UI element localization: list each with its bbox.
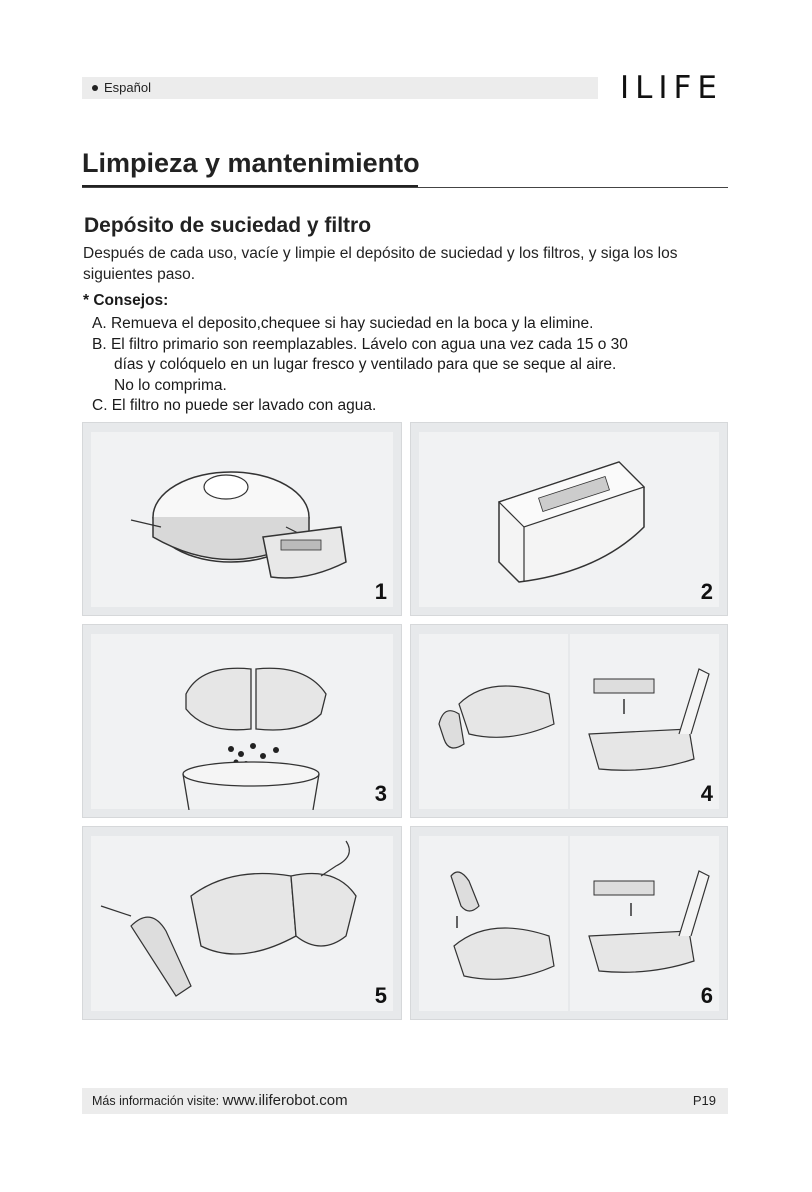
step-number: 3 — [374, 781, 387, 806]
page-number: P19 — [692, 1093, 716, 1108]
step-4-panel — [410, 624, 728, 818]
title-rule — [82, 187, 728, 188]
section-title: Limpieza y mantenimiento — [82, 148, 420, 178]
step-1-panel — [82, 422, 402, 616]
brand-logo: ILIFE — [620, 70, 723, 106]
step-number: 5 — [374, 983, 387, 1008]
language-label: Español — [104, 80, 151, 95]
robot-remove-bin-illustration — [91, 432, 393, 608]
step-3-panel — [82, 624, 402, 818]
bullet-icon — [92, 85, 98, 91]
step-6-panel — [410, 826, 728, 1020]
step-5-panel — [82, 826, 402, 1020]
step-number: 4 — [700, 781, 713, 806]
step-2-panel — [410, 422, 728, 616]
step-number: 2 — [700, 579, 713, 604]
step-number: 1 — [374, 579, 387, 604]
tip-c: C. El filtro no puede ser lavado con agua. — [92, 397, 377, 414]
subsection-title: Depósito de suciedad y filtro — [84, 214, 372, 237]
footer-label: Más información visite: — [92, 1094, 220, 1108]
footer-bar — [82, 1088, 728, 1114]
reinstall-filter-illustration — [419, 836, 719, 1012]
intro-text: Después de cada uso, vacíe y limpie el depósito de suciedad y los filtros, y siga los los siguientes paso. — [83, 245, 678, 283]
empty-bin-illustration — [91, 634, 393, 810]
language-bar — [82, 77, 598, 99]
tips-heading: * Consejos: — [83, 292, 169, 309]
clean-bin-illustration — [91, 836, 393, 1012]
website-link[interactable]: www.iliferobot.com — [222, 1092, 348, 1109]
tip-b-line1: B. El filtro primario son reemplazables. Lávelo con agua una vez cada 15 o 30 — [92, 335, 628, 353]
tip-b-line3: No lo comprima. — [114, 376, 227, 394]
tips-list — [92, 314, 742, 417]
step-number: 6 — [700, 983, 713, 1008]
tip-a: A. Remueva el deposito,chequee si hay suciedad en la boca y la elimine. — [92, 315, 594, 332]
dust-bin-illustration — [419, 432, 719, 608]
tip-b-line2: días y colóquelo en un lugar fresco y ventilado para que se seque al aire. — [114, 356, 617, 373]
filter-remove-illustration — [419, 634, 719, 810]
